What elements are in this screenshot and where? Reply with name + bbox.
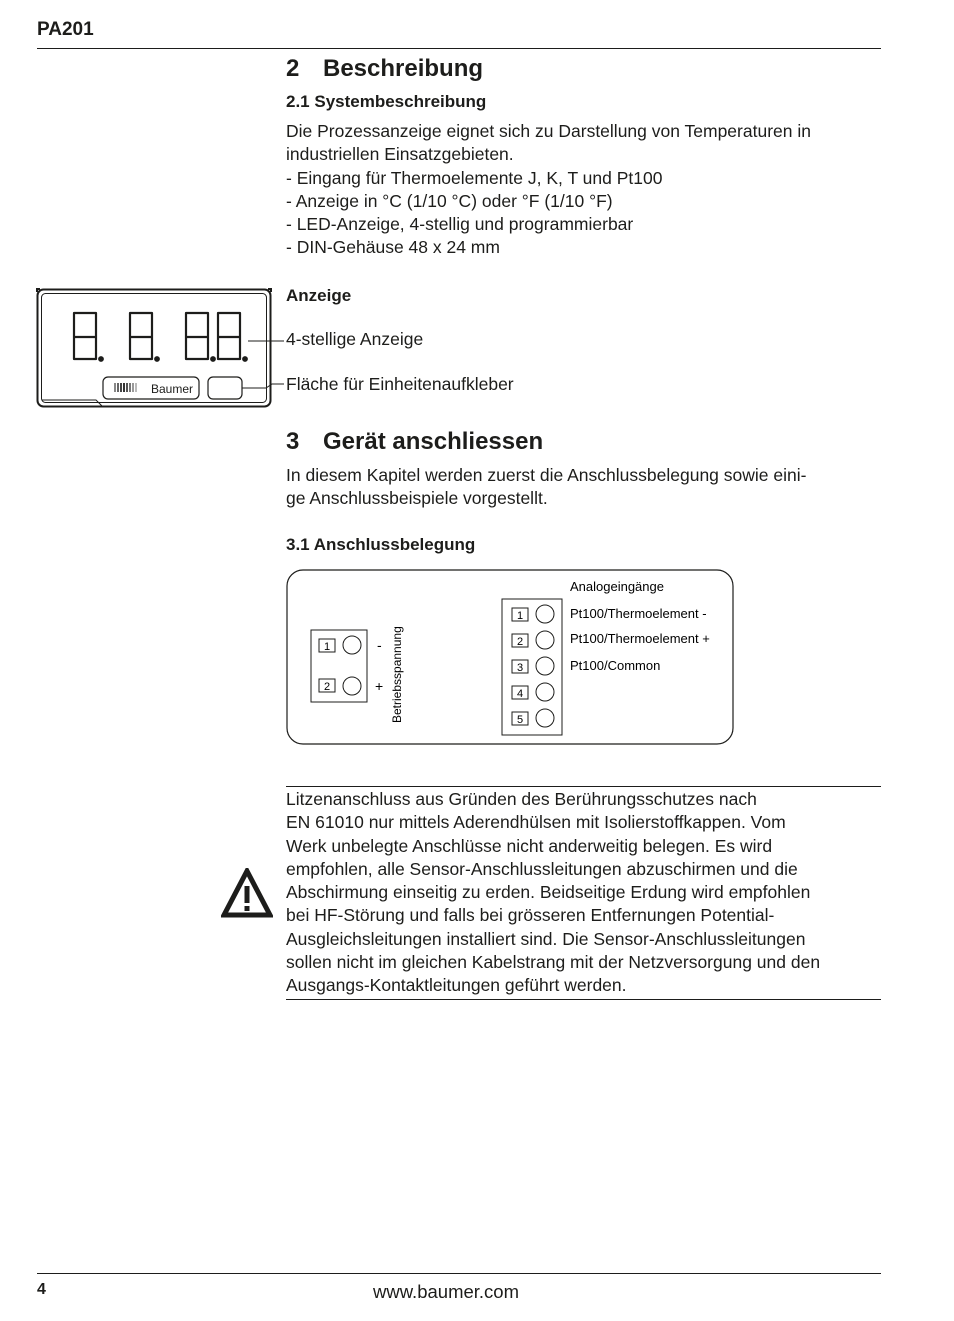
text-line: - Anzeige in °C (1/10 °C) oder °F (1/10 °F): [286, 190, 613, 211]
text-line: empfohlen, alle Sensor-Anschlussleitungen abzuschirmen und die: [286, 858, 798, 879]
terminal-diagram: [286, 569, 736, 747]
text-line: - Eingang für Thermoelemente J, K, T und Pt100: [286, 167, 663, 188]
svg-text:5: 5: [516, 714, 524, 726]
svg-text:2: 2: [516, 636, 524, 648]
text-line: industriellen Einsatzgebieten.: [286, 144, 514, 165]
header-rule: [37, 48, 881, 49]
svg-text:4: 4: [516, 688, 524, 700]
section-3-number: 3: [286, 428, 300, 455]
text-line: sollen nicht im gleichen Kabelstrang mit der Netzversorgung und den: [286, 952, 821, 973]
warning-text: [286, 788, 886, 998]
text-line: Ausgangs-Kontaktleitungen geführt werden.: [286, 975, 627, 996]
analog-label-2: Pt100/Thermoelement +: [570, 631, 710, 646]
section-2-heading: [286, 55, 483, 83]
section-3-1-heading: 3.1 Anschlussbelegung: [286, 535, 476, 554]
text-line: Ausgleichsleitungen installiert sind. Die Sensor-Anschlussleitungen: [286, 928, 806, 949]
section-2-title: Beschreibung: [323, 55, 484, 82]
section-3-intro: [286, 464, 806, 511]
power-label: Betriebsspannung: [390, 626, 404, 723]
unit-sticker-area: [208, 377, 242, 399]
display-heading: Anzeige: [286, 286, 352, 305]
warning-bottom-rule: [286, 999, 881, 1000]
page-number: 4: [37, 1281, 46, 1298]
text-line: Litzenanschluss aus Gründen des Berührungsschutzes nach: [286, 789, 757, 809]
power-minus-sign: -: [377, 637, 382, 653]
footer-url-link[interactable]: www.baumer.com: [373, 1281, 519, 1302]
text-line: Werk unbelegte Anschlüsse nicht anderweitig belegen. Es wird: [286, 835, 773, 856]
label-digits: 4-stellige Anzeige: [286, 329, 424, 349]
svg-text:1: 1: [323, 641, 331, 653]
warning-triangle-icon: [221, 868, 273, 920]
power-plus-sign: +: [375, 678, 384, 694]
analog-title: Analogeingänge: [570, 579, 664, 594]
section-2-number: 2: [286, 55, 300, 82]
system-description: [286, 120, 886, 260]
text-line: - DIN-Gehäuse 48 x 24 mm: [286, 237, 500, 258]
section-3-heading: [286, 428, 543, 456]
device-brand: Baumer: [151, 382, 194, 396]
svg-text:3: 3: [516, 662, 524, 674]
section-2-1-heading: 2.1 Systembeschreibung: [286, 92, 487, 111]
analog-label-3: Pt100/Common: [570, 658, 661, 673]
text-line: bei HF-Störung und falls bei grösseren Entfernungen Potential-: [286, 905, 775, 926]
label-unit-sticker: Fläche für Einheitenaufkleber: [286, 374, 514, 394]
warning-top-rule: [286, 786, 881, 787]
text-line: ge Anschlussbeispiele vorgestellt.: [286, 488, 548, 509]
footer-rule: [37, 1273, 881, 1274]
device-front-illustration: [36, 288, 286, 410]
svg-text:2: 2: [323, 681, 331, 693]
svg-text:1: 1: [516, 610, 524, 622]
text-line: In diesem Kapitel werden zuerst die Anschlussbelegung sowie eini-: [286, 465, 807, 485]
analog-label-1: Pt100/Thermoelement -: [570, 606, 707, 621]
text-line: - LED-Anzeige, 4-stellig und programmierbar: [286, 214, 634, 235]
document-code: PA201: [37, 19, 94, 40]
text-line: Die Prozessanzeige eignet sich zu Darstellung von Temperaturen in: [286, 121, 811, 141]
text-line: Abschirmung einseitig zu erden. Beidseitige Erdung wird empfohlen: [286, 882, 811, 903]
text-line: EN 61010 nur mittels Aderendhülsen mit Isolierstoffkappen. Vom: [286, 812, 786, 833]
section-3-title: Gerät anschliessen: [323, 428, 544, 455]
